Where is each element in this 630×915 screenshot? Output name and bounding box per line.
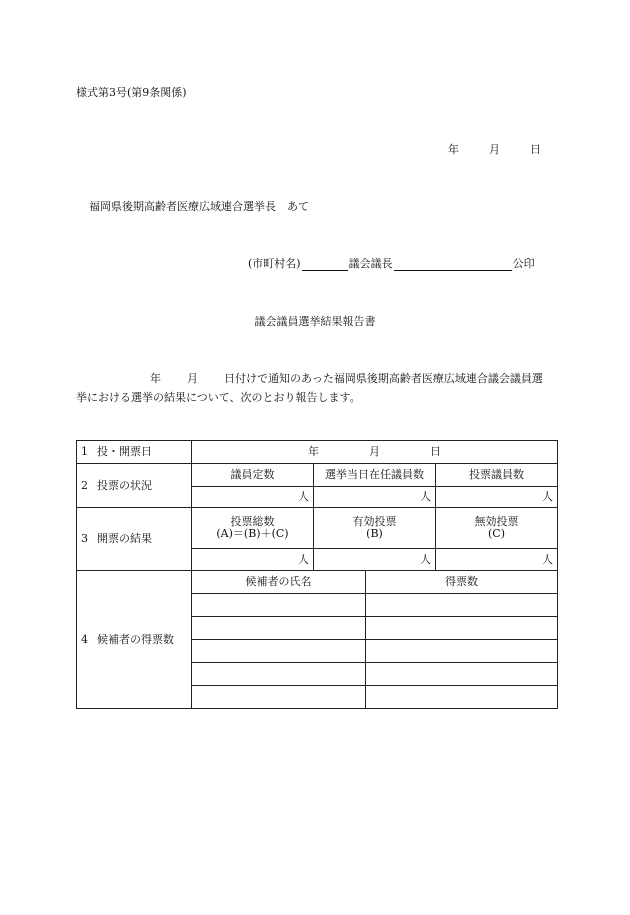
- body-year: 年: [150, 372, 161, 385]
- date-line: [448, 141, 541, 157]
- header-valid-votes: 有効投票 (B): [314, 508, 436, 549]
- header-seat-count: 議員定数: [192, 464, 314, 487]
- body-text: [76, 369, 558, 407]
- date-month: 月: [489, 143, 500, 156]
- addressee: 福岡県後期高齢者医療広域連合選挙長 あて: [89, 200, 309, 213]
- candidate-votes-cell[interactable]: [366, 686, 558, 709]
- table-row: [77, 464, 558, 487]
- candidate-votes-cell[interactable]: [366, 640, 558, 663]
- date-year: 年: [448, 143, 459, 156]
- municipality-label: (市町村名): [248, 257, 301, 270]
- invalid-votes-cell[interactable]: 人: [436, 549, 558, 571]
- candidate-name-cell[interactable]: [192, 663, 366, 686]
- report-table: [76, 440, 558, 709]
- header-voting-member-count: 投票議員数: [436, 464, 558, 487]
- body-month: 月: [187, 372, 198, 385]
- body-line-2: 挙における選挙の結果について、次のとおり報告します。: [76, 391, 361, 404]
- valid-votes-cell[interactable]: 人: [314, 549, 436, 571]
- voting-date-day: 日: [430, 445, 442, 458]
- voting-date-year: 年: [308, 445, 320, 458]
- body-line1-rest: 日付けで通知のあった福岡県後期高齢者医療広域連合議会議員選: [224, 372, 543, 385]
- candidate-name-cell[interactable]: [192, 594, 366, 617]
- seat-count-cell[interactable]: 人: [192, 487, 314, 508]
- total-votes-cell[interactable]: 人: [192, 549, 314, 571]
- row-label-voting-date: 1 投・開票日: [77, 441, 192, 464]
- candidate-name-cell[interactable]: [192, 640, 366, 663]
- seal-label: 公印: [512, 257, 535, 270]
- candidate-name-cell[interactable]: [192, 617, 366, 640]
- table-row: [77, 508, 558, 549]
- row-label-count-result: 3 開票の結果: [77, 508, 192, 571]
- municipality-blank[interactable]: [302, 258, 348, 271]
- chair-name-blank[interactable]: [394, 258, 512, 271]
- voting-date-month: 月: [369, 445, 381, 458]
- header-candidate-name: 候補者の氏名: [192, 571, 366, 594]
- header-incumbent-count: 選挙当日在任議員数: [314, 464, 436, 487]
- incumbent-count-cell[interactable]: 人: [314, 487, 436, 508]
- row-label-voting-status: 2 投票の状況: [77, 464, 192, 508]
- sender-line: [248, 255, 535, 271]
- table-row: [77, 571, 558, 594]
- date-day: 日: [530, 143, 541, 156]
- form-number: 様式第3号(第9条関係): [76, 86, 187, 99]
- header-invalid-votes: 無効投票 (C): [436, 508, 558, 549]
- voting-member-count-cell[interactable]: 人: [436, 487, 558, 508]
- header-total-votes: 投票総数 (A)＝(B)＋(C): [192, 508, 314, 549]
- header-vote-count: 得票数: [366, 571, 558, 594]
- candidate-votes-cell[interactable]: [366, 663, 558, 686]
- table-row: [77, 441, 558, 464]
- body-line-1: [76, 369, 558, 388]
- candidate-name-cell[interactable]: [192, 686, 366, 709]
- document-title: 議会議員選挙結果報告書: [254, 315, 376, 328]
- candidate-votes-cell[interactable]: [366, 617, 558, 640]
- candidate-votes-cell[interactable]: [366, 594, 558, 617]
- chair-label: 議会議長: [348, 257, 393, 270]
- row-label-candidate-votes: 4 候補者の得票数: [77, 571, 192, 709]
- voting-date-cell[interactable]: [192, 441, 558, 464]
